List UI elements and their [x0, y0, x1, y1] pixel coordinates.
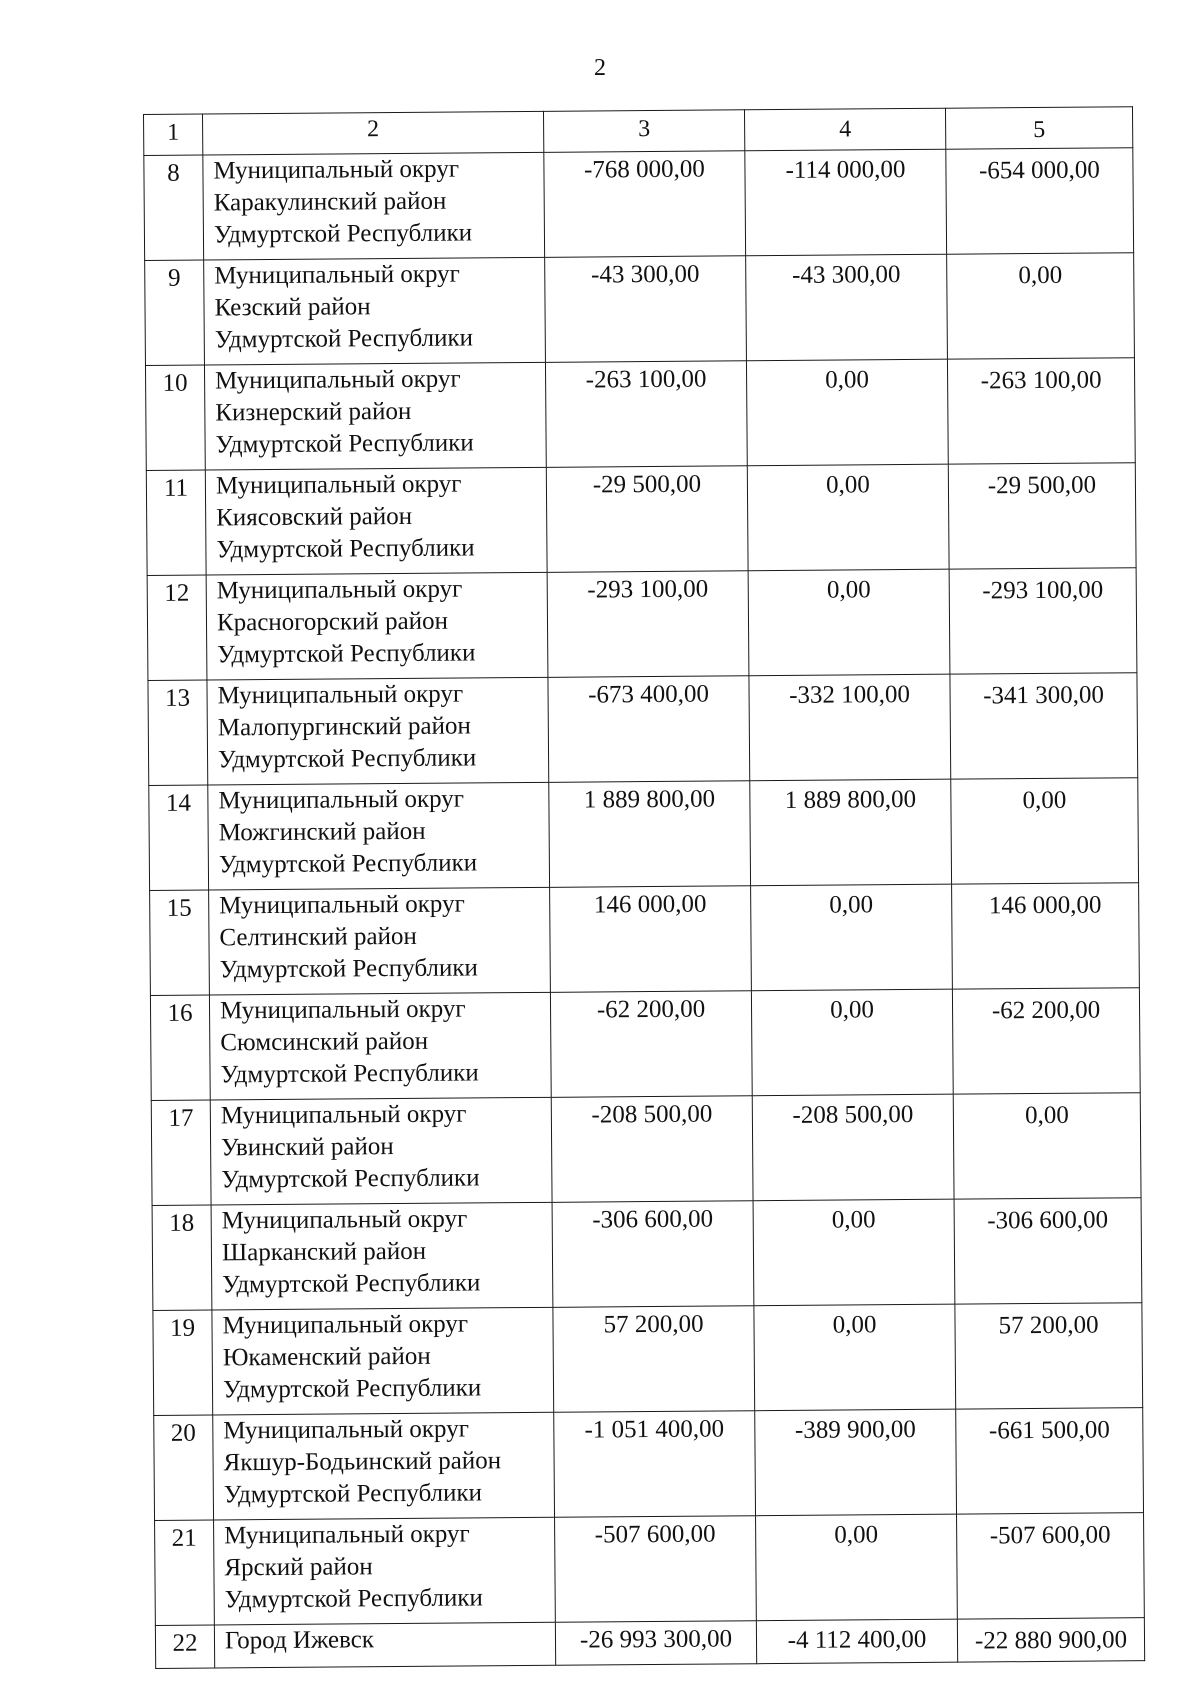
value-col-3: -29 500,00	[546, 466, 748, 573]
municipality-name	[214, 1517, 556, 1625]
municipality-name-line: Селтинский район	[219, 922, 417, 952]
table-row	[150, 988, 1140, 1101]
value-col-3: -208 500,00	[551, 1096, 753, 1203]
municipality-name-line: Удмуртской Республики	[221, 1164, 480, 1194]
municipality-name-line: Муниципальный округ	[214, 365, 461, 395]
municipality-name	[204, 362, 546, 470]
row-number: 17	[151, 1100, 211, 1205]
value-col-4: 0,00	[754, 1304, 956, 1411]
municipality-name	[209, 992, 551, 1100]
municipality-name-line: Якшур-Бодьинский район	[223, 1447, 502, 1477]
municipality-name	[203, 152, 545, 260]
header-col-2: 2	[203, 111, 544, 155]
table-row	[150, 883, 1140, 996]
municipality-name	[212, 1307, 554, 1415]
municipality-name-line: Город Ижевск	[224, 1626, 375, 1655]
value-col-3: -768 000,00	[544, 151, 746, 258]
value-col-3: -673 400,00	[548, 676, 750, 783]
municipality-name-line: Муниципальный округ	[215, 470, 462, 500]
municipality-name	[204, 257, 546, 365]
value-col-4: 1 889 800,00	[750, 779, 952, 886]
municipality-name-line: Киясовский район	[216, 502, 413, 532]
municipality-name-line: Красногорский район	[216, 607, 449, 637]
header-col-3: 3	[543, 110, 744, 153]
value-col-3: -293 100,00	[547, 571, 749, 678]
value-col-5: -29 500,00	[948, 463, 1136, 569]
municipality-name-line: Муниципальный округ	[224, 1520, 470, 1550]
municipality-name-line: Удмуртской Республики	[222, 1374, 482, 1404]
table-row	[153, 1303, 1143, 1416]
value-col-3: -306 600,00	[552, 1201, 754, 1308]
value-col-4: 0,00	[751, 989, 953, 1096]
municipality-name-line: Ярский район	[224, 1553, 373, 1582]
table-row	[154, 1408, 1144, 1521]
row-number: 11	[146, 470, 206, 575]
municipality-name-line: Муниципальный округ	[217, 680, 464, 710]
row-number: 8	[144, 155, 204, 260]
value-col-4: 0,00	[756, 1514, 958, 1621]
value-col-3: -62 200,00	[550, 991, 752, 1098]
value-col-3: 1 889 800,00	[549, 781, 751, 888]
municipality-name-line: Удмуртской Республики	[224, 1584, 483, 1614]
value-col-4: 0,00	[751, 884, 953, 991]
municipality-name-line: Юкаменский район	[222, 1342, 431, 1372]
value-col-3: 57 200,00	[553, 1306, 755, 1413]
table-row	[155, 1618, 1144, 1669]
municipality-name-line: Муниципальный округ	[219, 995, 466, 1025]
value-col-5: 0,00	[947, 253, 1135, 359]
municipality-name	[211, 1202, 553, 1310]
table-body	[144, 107, 1145, 1669]
value-col-5: -654 000,00	[946, 148, 1134, 254]
municipality-name-line: Муниципальный округ	[218, 785, 465, 815]
municipality-name-line: Муниципальный округ	[213, 155, 460, 185]
row-number: 12	[147, 575, 207, 680]
municipality-name-line: Муниципальный округ	[221, 1205, 468, 1235]
municipality-name-line: Малопургинский район	[217, 712, 471, 742]
municipality-name	[213, 1412, 555, 1520]
municipality-name-line: Кизнерский район	[215, 397, 412, 427]
municipality-name-line: Муниципальный округ	[216, 575, 463, 605]
municipality-name-line: Шарканский район	[221, 1237, 427, 1267]
municipality-name-line: Удмуртской Республики	[223, 1479, 483, 1509]
value-col-4: -389 900,00	[755, 1409, 957, 1516]
table-row	[155, 1513, 1145, 1626]
municipality-name-line: Удмуртской Республики	[222, 1269, 481, 1299]
municipality-name	[208, 782, 550, 890]
row-number: 19	[153, 1310, 213, 1415]
municipality-name-line: Кезский район	[214, 293, 371, 322]
municipality-name-line: Удмуртской Республики	[213, 219, 473, 249]
municipality-name	[206, 572, 548, 680]
value-col-4: 0,00	[748, 569, 950, 676]
value-col-5: -62 200,00	[952, 988, 1140, 1094]
row-number: 13	[148, 680, 208, 785]
row-number: 22	[155, 1625, 214, 1668]
municipality-name	[210, 1097, 552, 1205]
value-col-3: -263 100,00	[545, 361, 747, 468]
page-number: 2	[594, 55, 606, 81]
municipality-name-line: Муниципальный округ	[214, 260, 460, 290]
header-col-1: 1	[144, 114, 203, 155]
municipality-name-line: Удмуртской Республики	[217, 744, 477, 774]
municipality-name-line: Удмуртской Республики	[218, 849, 478, 879]
municipality-name	[207, 677, 549, 785]
table-row	[149, 778, 1139, 891]
value-col-5: -341 300,00	[950, 673, 1138, 779]
municipality-name-line: Муниципальный округ	[223, 1415, 470, 1445]
header-col-5: 5	[945, 107, 1132, 149]
row-number: 16	[150, 995, 210, 1100]
value-col-4: -43 300,00	[746, 254, 948, 361]
municipality-name-line: Сюмсинский район	[220, 1027, 429, 1057]
municipality-name-line: Муниципальный округ	[222, 1310, 469, 1340]
value-col-3: -507 600,00	[555, 1516, 757, 1623]
row-number: 15	[150, 890, 210, 995]
row-number: 14	[149, 785, 209, 890]
municipality-name-line: Удмуртской Республики	[220, 1059, 479, 1089]
value-col-4: -332 100,00	[749, 674, 951, 781]
municipality-name-line: Удмуртской Республики	[214, 324, 474, 354]
value-col-5: 0,00	[953, 1093, 1141, 1199]
municipality-name-line: Удмуртской Республики	[217, 639, 476, 669]
table-row	[144, 148, 1134, 261]
table-row	[146, 463, 1136, 576]
municipality-name-line: Каракулинский район	[213, 187, 447, 217]
municipality-name-line: Увинский район	[221, 1133, 394, 1162]
value-col-3: 146 000,00	[550, 886, 752, 993]
budget-table	[143, 106, 1145, 1669]
value-col-3: -1 051 400,00	[554, 1411, 756, 1518]
table-row	[145, 253, 1135, 366]
table-row	[152, 1198, 1142, 1311]
value-col-4: 0,00	[746, 359, 948, 466]
value-col-5: -22 880 900,00	[957, 1618, 1144, 1662]
value-col-5: -661 500,00	[956, 1408, 1144, 1514]
value-col-4: -4 112 400,00	[756, 1619, 957, 1664]
value-col-4: 0,00	[747, 464, 949, 571]
header-col-4: 4	[744, 108, 945, 151]
municipality-name-line: Удмуртской Республики	[219, 954, 478, 984]
row-number: 18	[152, 1205, 212, 1310]
municipality-name-line: Муниципальный округ	[220, 1100, 467, 1130]
municipality-name	[214, 1622, 555, 1668]
value-col-3: -26 993 300,00	[555, 1621, 756, 1666]
table-row	[147, 568, 1137, 681]
value-col-5: 57 200,00	[955, 1303, 1143, 1409]
municipality-name-line: Можгинский район	[218, 817, 426, 847]
value-col-3: -43 300,00	[545, 256, 747, 363]
row-number: 21	[155, 1520, 215, 1625]
table-row	[151, 1093, 1141, 1206]
row-number: 10	[145, 365, 205, 470]
value-col-5: 146 000,00	[952, 883, 1140, 989]
value-col-5: 0,00	[951, 778, 1139, 884]
municipality-name	[209, 887, 551, 995]
value-col-5: -507 600,00	[957, 1513, 1145, 1619]
value-col-4: -114 000,00	[745, 149, 947, 256]
value-col-5: -306 600,00	[954, 1198, 1142, 1304]
municipality-name-line: Удмуртской Республики	[215, 429, 474, 459]
municipality-name	[205, 467, 547, 575]
row-number: 20	[154, 1415, 214, 1520]
row-number: 9	[145, 260, 205, 365]
value-col-5: -263 100,00	[947, 358, 1135, 464]
value-col-4: 0,00	[753, 1199, 955, 1306]
table-row	[148, 673, 1138, 786]
value-col-5: -293 100,00	[949, 568, 1137, 674]
municipality-name-line: Муниципальный округ	[219, 890, 465, 920]
value-col-4: -208 500,00	[752, 1094, 954, 1201]
municipality-name-line: Удмуртской Республики	[216, 534, 475, 564]
table-row	[145, 358, 1135, 471]
